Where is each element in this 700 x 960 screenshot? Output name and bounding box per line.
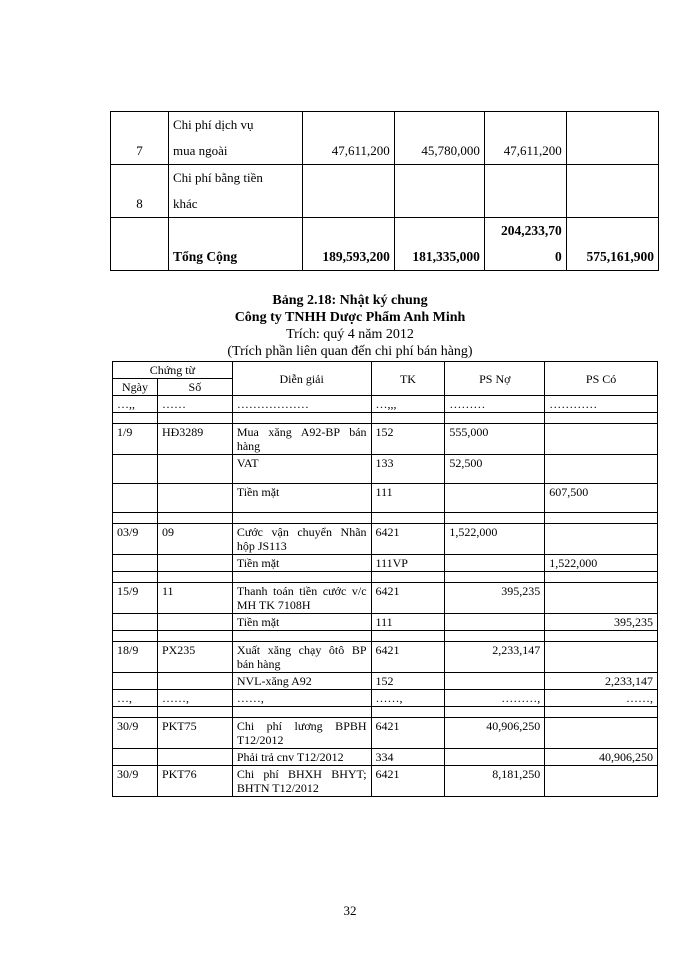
cost-item-line2: Tổng Cộng (173, 249, 238, 264)
entry-account: 6421 (371, 524, 445, 555)
amount-col3-top (489, 112, 562, 138)
cost-item (169, 218, 303, 271)
entry-description: ……, (232, 690, 371, 707)
entry-debit: 40,906,250 (445, 718, 545, 749)
entry-description: ……………… (232, 396, 371, 413)
entry-number: 11 (157, 583, 232, 614)
entry-debit (445, 749, 545, 766)
entry-credit: 395,235 (545, 614, 658, 631)
amount-col1 (302, 165, 394, 218)
entry-debit: 1,522,000 (445, 524, 545, 555)
spacer-cell (157, 413, 232, 424)
cost-item-line2: khác (173, 196, 198, 211)
journal-row (113, 583, 658, 614)
journal-row (113, 642, 658, 673)
entry-description: Phải trả cnv T12/2012 (232, 749, 371, 766)
entry-debit: ……… (445, 396, 545, 413)
header-debit: PS Nợ (445, 362, 545, 396)
entry-account: 152 (371, 424, 445, 455)
cost-item-line1: Chi phí bằng tiền (173, 170, 263, 185)
journal-row (113, 673, 658, 690)
general-journal-table (112, 361, 658, 797)
entry-description: Thanh toán tiền cước v/c MH TK 7108H (232, 583, 371, 614)
spacer-cell (113, 572, 158, 583)
entry-number (157, 673, 232, 690)
journal-row (113, 524, 658, 555)
entry-debit (445, 484, 545, 513)
spacer-cell (113, 513, 158, 524)
entry-account: 111 (371, 484, 445, 513)
entry-credit (545, 642, 658, 673)
row-index: 7 (111, 112, 169, 165)
spacer-cell (157, 513, 232, 524)
entry-credit (545, 455, 658, 484)
spacer-cell (371, 707, 445, 718)
entry-number: ……, (157, 690, 232, 707)
spacer-row (113, 513, 658, 524)
spacer-cell (545, 631, 658, 642)
entry-date: 15/9 (113, 583, 158, 614)
amount-col3 (484, 112, 566, 165)
entry-account: 334 (371, 749, 445, 766)
spacer-cell (445, 631, 545, 642)
spacer-cell (545, 707, 658, 718)
entry-debit: ………, (445, 690, 545, 707)
spacer-cell (232, 631, 371, 642)
entry-credit: ………… (545, 396, 658, 413)
entry-account: 6421 (371, 583, 445, 614)
amount-col2 (394, 165, 484, 218)
entry-debit: 2,233,147 (445, 642, 545, 673)
entry-account: …,,, (371, 396, 445, 413)
entry-account: 6421 (371, 642, 445, 673)
entry-description: Tiền mặt (232, 484, 371, 513)
spacer-cell (157, 707, 232, 718)
amount-col3-value: 0 (555, 249, 562, 264)
cost-item (169, 112, 303, 165)
entry-debit: 52,500 (445, 455, 545, 484)
entry-date (113, 673, 158, 690)
entry-credit (545, 718, 658, 749)
entry-number (157, 455, 232, 484)
spacer-cell (371, 513, 445, 524)
journal-row (113, 614, 658, 631)
spacer-row (113, 572, 658, 583)
entry-description: Tiền mặt (232, 614, 371, 631)
table-row (111, 165, 659, 218)
spacer-cell (545, 513, 658, 524)
spacer-cell (232, 572, 371, 583)
entry-number (157, 484, 232, 513)
table-title: Bảng 2.18: Nhật ký chung (272, 293, 428, 308)
header-description: Diễn giải (232, 362, 371, 396)
entry-date (113, 614, 158, 631)
spacer-cell (545, 572, 658, 583)
spacer-cell (232, 413, 371, 424)
entry-number (157, 555, 232, 572)
spacer-cell (113, 631, 158, 642)
journal-row (113, 749, 658, 766)
header-credit: PS Có (545, 362, 658, 396)
entry-description: VAT (232, 455, 371, 484)
amount-col3 (484, 165, 566, 218)
entry-debit: 555,000 (445, 424, 545, 455)
entry-debit (445, 555, 545, 572)
amount-col3 (484, 218, 566, 271)
cost-item-line1: Chi phí dịch vụ (173, 117, 254, 132)
entry-date: 30/9 (113, 718, 158, 749)
entry-number (157, 749, 232, 766)
entry-number (157, 614, 232, 631)
cost-summary-table (110, 111, 659, 271)
entry-debit (445, 673, 545, 690)
spacer-cell (371, 413, 445, 424)
entry-description: NVL-xăng A92 (232, 673, 371, 690)
entry-number: …… (157, 396, 232, 413)
spacer-cell (232, 513, 371, 524)
entry-account: 6421 (371, 766, 445, 797)
entry-date: 1/9 (113, 424, 158, 455)
spacer-cell (445, 413, 545, 424)
journal-row (113, 484, 658, 513)
entry-number: 09 (157, 524, 232, 555)
company-name: Công ty TNHH Dược Phẩm Anh Minh (234, 310, 466, 325)
spacer-cell (445, 572, 545, 583)
entry-account: 6421 (371, 718, 445, 749)
spacer-cell (445, 707, 545, 718)
amount-col1: 47,611,200 (302, 112, 394, 165)
entry-number: PKT76 (157, 766, 232, 797)
entry-debit: 395,235 (445, 583, 545, 614)
header-voucher: Chứng từ (113, 362, 233, 379)
entry-account: 111 (371, 614, 445, 631)
entry-credit (545, 583, 658, 614)
entry-account: ……, (371, 690, 445, 707)
amount-col4: 575,161,900 (566, 218, 658, 271)
journal-row (113, 555, 658, 572)
spacer-cell (371, 631, 445, 642)
entry-credit: 1,522,000 (545, 555, 658, 572)
spacer-cell (113, 707, 158, 718)
amount-col2: 45,780,000 (394, 112, 484, 165)
entry-credit: 2,233,147 (545, 673, 658, 690)
spacer-row (113, 413, 658, 424)
cost-item (169, 165, 303, 218)
entry-credit (545, 424, 658, 455)
amount-col1: 189,593,200 (302, 218, 394, 271)
journal-row (113, 690, 658, 707)
entry-number: PX235 (157, 642, 232, 673)
entry-date (113, 484, 158, 513)
amount-col3-top: 204,233,70 (501, 223, 562, 238)
spacer-cell (157, 572, 232, 583)
amount-col2: 181,335,000 (394, 218, 484, 271)
entry-credit (545, 524, 658, 555)
entry-account: 111VP (371, 555, 445, 572)
spacer-row (113, 707, 658, 718)
cost-item-line2: mua ngoài (173, 143, 228, 158)
entry-credit: 607,500 (545, 484, 658, 513)
entry-date: …,, (113, 396, 158, 413)
entry-credit: ……, (545, 690, 658, 707)
spacer-cell (113, 413, 158, 424)
spacer-cell (545, 413, 658, 424)
entry-date (113, 455, 158, 484)
journal-row (113, 766, 658, 797)
entry-debit (445, 614, 545, 631)
spacer-cell (232, 707, 371, 718)
entry-description: Chi phí BHXH BHYT; BHTN T12/2012 (232, 766, 371, 797)
entry-date (113, 749, 158, 766)
entry-description: Cước vận chuyển Nhãn hộp JS113 (232, 524, 371, 555)
spacer-row (113, 631, 658, 642)
amount-col4 (566, 112, 658, 165)
spacer-cell (445, 513, 545, 524)
page-number: 32 (343, 903, 357, 918)
amount-col3-top (489, 191, 562, 217)
journal-row (113, 396, 658, 413)
entry-account: 133 (371, 455, 445, 484)
amount-col3-value: 47,611,200 (503, 143, 562, 158)
cost-item-line1 (173, 218, 298, 244)
entry-description: Chi phí lương BPBH T12/2012 (232, 718, 371, 749)
entry-date: …, (113, 690, 158, 707)
table-row (111, 218, 659, 271)
entry-number: HĐ3289 (157, 424, 232, 455)
header-date: Ngày (113, 379, 158, 396)
table-note: (Trích phần liên quan đến chi phí bán hàng) (227, 344, 473, 359)
entry-description: Mua xăng A92-BP bán hàng (232, 424, 371, 455)
entry-date: 03/9 (113, 524, 158, 555)
row-index: 8 (111, 165, 169, 218)
entry-debit: 8,181,250 (445, 766, 545, 797)
entry-description: Xuất xăng chạy ôtô BP bán hàng (232, 642, 371, 673)
journal-row (113, 455, 658, 484)
header-account: TK (371, 362, 445, 396)
spacer-cell (371, 572, 445, 583)
entry-date (113, 555, 158, 572)
period-label: Trích: quý 4 năm 2012 (286, 327, 414, 342)
entry-description: Tiền mặt (232, 555, 371, 572)
row-index (111, 218, 169, 271)
entry-account: 152 (371, 673, 445, 690)
header-number: Số (157, 379, 232, 396)
table-row (111, 112, 659, 165)
entry-credit: 40,906,250 (545, 749, 658, 766)
journal-row (113, 718, 658, 749)
journal-row (113, 424, 658, 455)
entry-credit (545, 766, 658, 797)
amount-col4 (566, 165, 658, 218)
entry-date: 18/9 (113, 642, 158, 673)
entry-number: PKT75 (157, 718, 232, 749)
entry-date: 30/9 (113, 766, 158, 797)
spacer-cell (157, 631, 232, 642)
